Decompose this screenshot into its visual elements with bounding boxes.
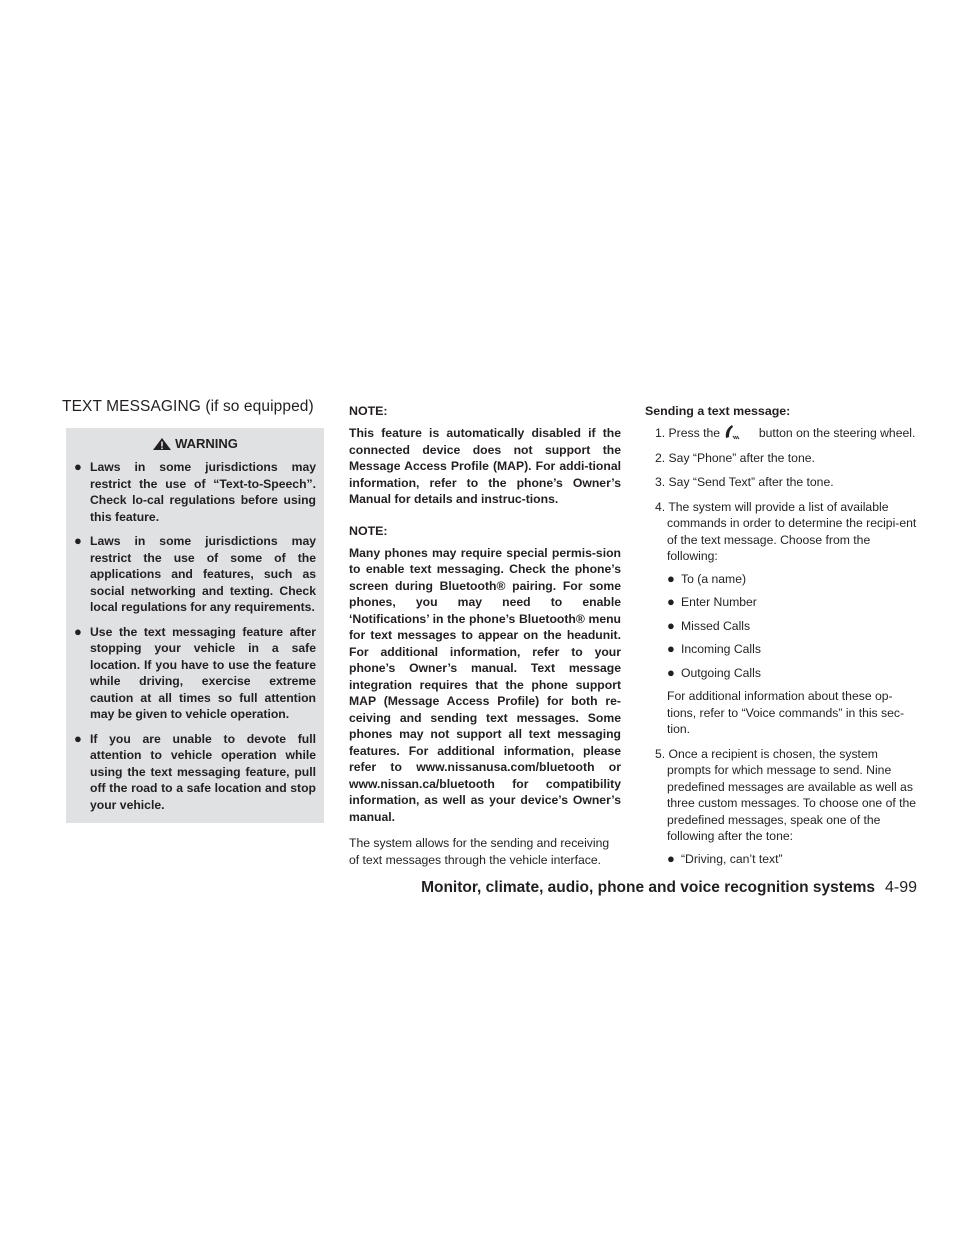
bullet-icon: ● [667,594,675,609]
warning-box [66,428,324,823]
step-item: 5. Once a recipient is chosen, the system prompts for which message to send. Nine predefined messages are available as well as three custom messages. To choose one of the predefined messages, speak one of the following after the tone: ● “Driving, can’t text” [655,746,917,866]
bullet-icon: ● [74,730,82,746]
bullet-icon: ● [667,641,675,656]
chapter-title: Monitor, climate, audio, phone and voice recognition systems [421,879,875,896]
list-item: ● Enter Number [667,594,757,609]
list-item: ● Incoming Calls [667,641,761,656]
intro-text: The system allows for the sending and receiving of text messages through the vehicle interface. [349,836,610,867]
page-number: 4-99 [884,879,917,896]
step-item: 1. Press the button on the steering wheel. [655,426,916,440]
warning-heading: WARNING [175,436,238,451]
note-heading: NOTE: [349,404,388,418]
list-item: ● Missed Calls [667,617,751,633]
list-item: ● To (a name) [667,570,747,586]
bullet-icon: ● [74,623,82,639]
section-title: TEXT MESSAGING (if so equipped) [62,398,314,415]
sending-heading: Sending a text message: [645,404,791,418]
warning-heading-row [74,436,316,451]
bullet-icon: ● [667,617,675,633]
column-3 [645,404,917,875]
message-option-list [667,851,917,868]
bullet-icon: ● [667,850,675,866]
step-item: 2. Say “Phone” after the tone. [655,450,815,465]
warning-item: ● Use the text messaging feature after stopping your vehicle in a safe location. If you have to use the feature while driving, exercise extreme caution at all times so full attention may be given to vehicle operation. [74,623,316,721]
column-2 [349,404,621,868]
warning-list [74,459,316,813]
option-list [667,571,917,682]
step-item: 3. Say “Send Text” after the tone. [655,475,834,489]
bullet-icon: ● [74,459,82,474]
page-footer [421,879,917,897]
warning-item: ● Laws in some jurisdictions may restrict the use of “Text-to-Speech”. Check lo-cal regulations before using this feature. [74,459,316,524]
note-text: This feature is automatically disabled if the connected device does not support the Message Access Profile (MAP). For addi-tional information, refer to the phone’s Owner’s Manual for details and instruc-tions. [349,426,621,506]
list-item: ● Outgoing Calls [667,664,761,680]
warning-item: ● Laws in some jurisdictions may restrict the use of some of the applications and features, such as social networking and texting. Check local regulations for any requirements. [74,533,316,614]
bullet-icon: ● [74,533,82,548]
column-1 [62,398,328,823]
steps-list [645,424,917,867]
note-text: Many phones may require special permis-sion to enable text messaging. Check the phone’s screen during Bluetooth® pairing. For some phones, you may need to enable ‘Notifications’ in the phone’s Bluetooth® menu for text messages to appear on the headunit. For additional information, refer to your phone’s Owner’s manual. Text message integration requires that the phone support MAP (Message Access Profile) for both re-ceiving and sending text messages. Some phones may not support all text messaging features. For additional information, please refer to www.nissanusa.com/bluetooth or www.nissan.ca/bluetooth for compatibility information, as well as your device’s Owner’s manual. [349,545,621,824]
phone-voice-button-icon [723,424,755,440]
step-item: 4. The system will provide a list of available commands in order to determine the recipi-ent of the text message. Choose from the following: ● To (a name) ● Enter Number ● Missed Calls ● Incoming Calls ● Outgoing Calls For additional information about these op-tions, refer to “Voice commands” in this sec-tion. [655,499,917,736]
warning-triangle-icon [152,437,172,451]
bullet-icon: ● [667,570,675,586]
list-item: ● “Driving, can’t text” [667,850,783,866]
bullet-icon: ● [667,664,675,680]
warning-item: ● If you are unable to devote full attention to vehicle operation while using the text messaging feature, pull off the road to a safe location and stop your vehicle. [74,730,316,812]
options-note: For additional information about these op-tions, refer to “Voice commands” in this sec-tion. [667,689,905,736]
note-heading: NOTE: [349,523,388,538]
